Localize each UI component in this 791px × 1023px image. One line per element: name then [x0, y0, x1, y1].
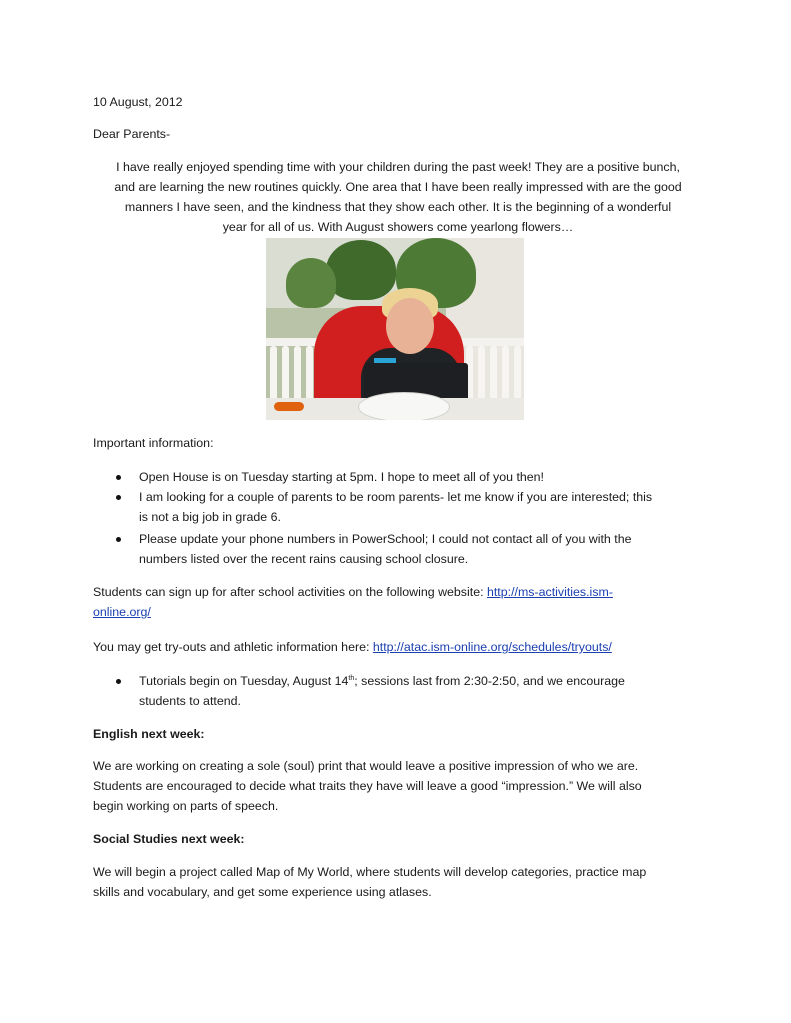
bullet-icon — [116, 495, 121, 500]
activities-line-2 — [93, 602, 703, 622]
activities-link-cont[interactable]: online.org/ — [93, 605, 151, 619]
greeting: Dear Parents- — [93, 127, 171, 141]
intro-line-3: manners I have seen, and the kindness that they show each other. It is the beginning of a wonderful — [124, 200, 672, 214]
intro-line-4: year for all of us. With August showers come yearlong flowers… — [222, 220, 574, 234]
intro-line-1: I have really enjoyed spending time with your children during the past week! They are a positive bunch, — [116, 160, 680, 174]
letter-date: 10 August, 2012 — [93, 95, 183, 109]
tryouts-line: You may get try-outs and athletic information here: http://atac.ism-online.org/schedules/tryouts/ — [93, 640, 612, 654]
social-line-2: skills and vocabulary, and get some experience using atlases. — [93, 885, 432, 899]
social-line-1: We will begin a project called Map of My World, where students will develop categories, practice map — [93, 865, 647, 879]
bullet-icon — [116, 475, 121, 480]
bullet-icon — [116, 679, 121, 684]
teacher-photo — [266, 238, 524, 420]
english-line-2: Students are encouraged to decide what traits they have will leave a good “impression.” We will also — [93, 779, 642, 793]
english-line-1: We are working on creating a sole (soul) print that would leave a positive impression of who we are. — [93, 759, 639, 773]
activities-link[interactable]: http://ms-activities.ism- — [486, 585, 613, 599]
letter-page: 10 August, 2012 Dear Parents- I have really enjoyed spending time with your children during the past week! They are a positive bunch, and are learning the new routines quickly. One area that I have been really impressed with are the good manners I have seen, and the kindness that they show each other. It is the beginning of a wonderful year for all of us. With August showers come yearlong flowers… Important information: Open House is on Tuesday starting at 5pm. I hope to meet all of you then! I am looking for a couple of parents to be room parents- let me know if you are interested; this is not a big job in grade 6. Please update your phone numbers in PowerSchool; I could not contact all of you with the numbers listed over the recent rains causing school closure. Students can sign up for after school activities on the following website: http://ms-activities.ism- online.org/ You may get try-outs and athletic information here: http://atac.ism-online.org/schedules/tryouts/ Tutorials begin on Tuesday, August 14th; sessions last from 2:30-2:50, and we encourage students to attend. English next week: We are working on creating a sole (soul) print that would leave a positive impression of who we are. Students are encouraged to decide what traits they have will leave a good “impression.” We will also begin working on parts of speech. Social Studies next week: We will begin a project called Map of My World, where students will develop categories, practice map skills and vocabulary, and get some experience using atlases. — [0, 0, 791, 1023]
social-heading: Social Studies next week: — [93, 832, 245, 846]
important-heading: Important information: — [93, 436, 214, 450]
english-line-3: begin working on parts of speech. — [93, 799, 279, 813]
tryouts-link[interactable]: http://atac.ism-online.org/schedules/tryouts/ — [372, 640, 612, 654]
intro-line-2: and are learning the new routines quickly. One area that I have been really impressed with are the good — [114, 180, 682, 194]
english-heading: English next week: — [93, 727, 205, 741]
bullet-icon — [116, 537, 121, 542]
activities-line-1: Students can sign up for after school activities on the following website: http://ms-activities.ism- — [93, 585, 613, 599]
